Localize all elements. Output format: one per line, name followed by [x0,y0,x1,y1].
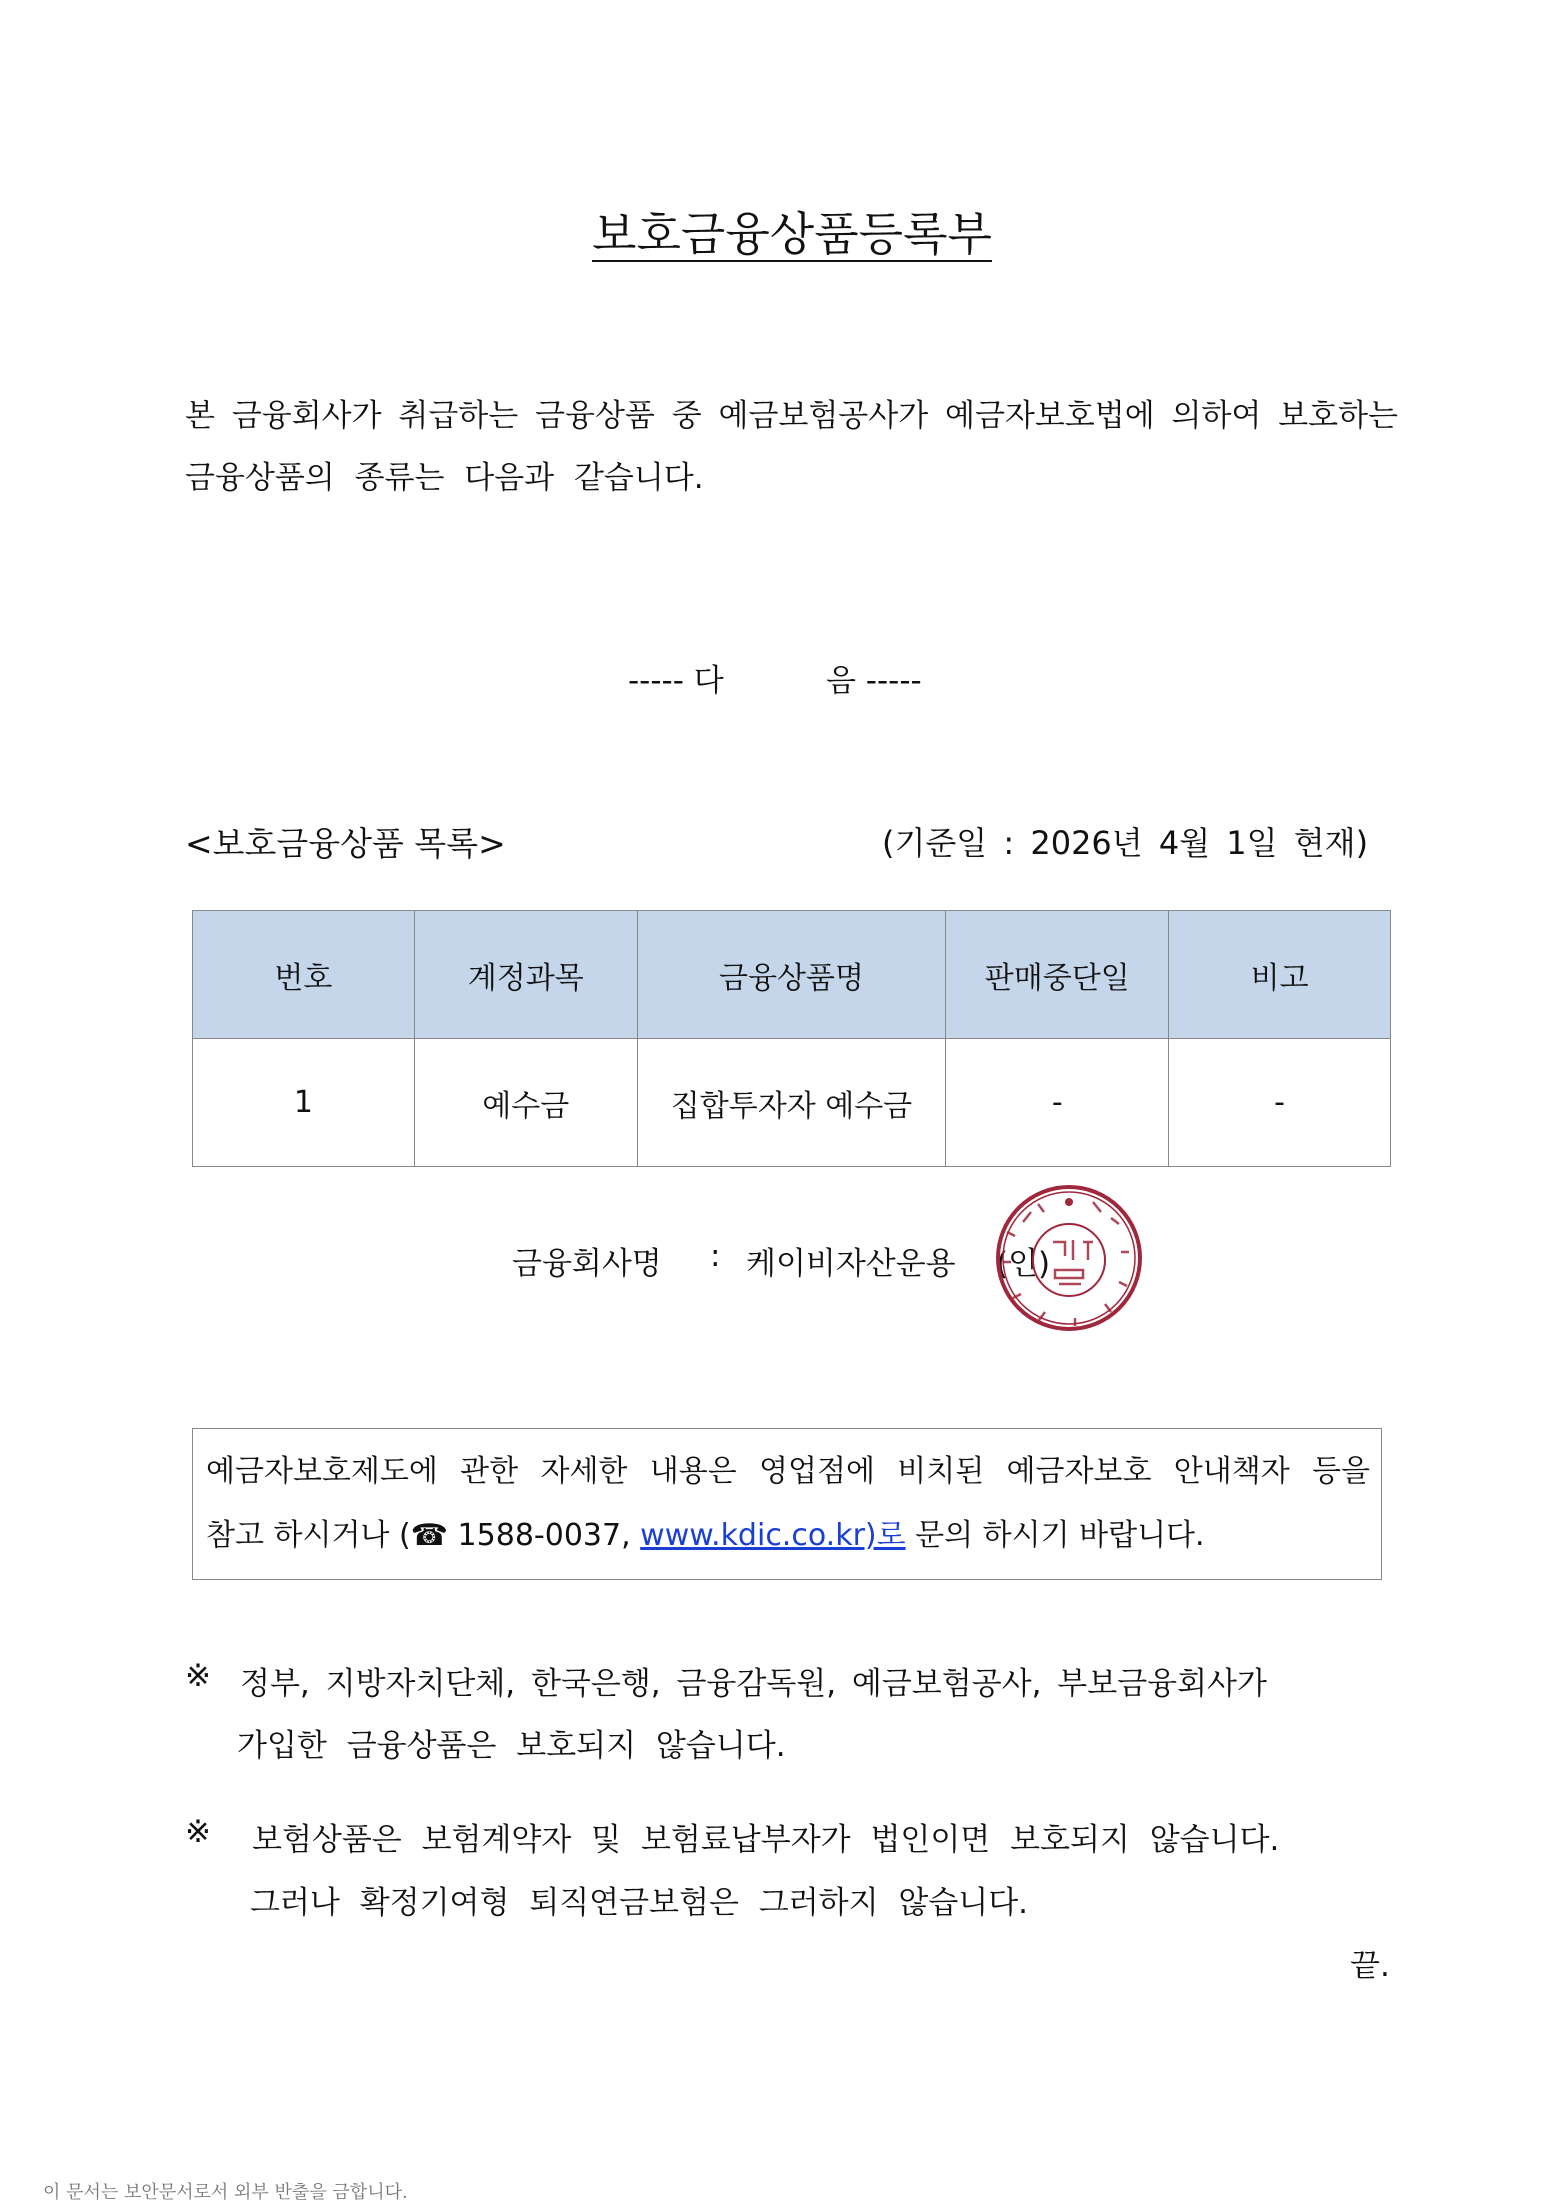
list-heading: <보호금융상품 목록> [185,824,506,863]
separator-right: 음 ----- [826,663,922,699]
notice-line-2-post: 문의 하시기 바랍니다. [915,1518,1205,1553]
notice-line-1: 예금자보호제도에 관한 자세한 내용은 영업점에 비치된 예금자보호 안내책자 등을 [206,1454,1370,1489]
company-name: 케이비자산운용 [746,1246,956,1282]
cell-account: 예수금 [414,1039,637,1167]
cell-number: 1 [193,1039,415,1167]
company-label: 금융회사명 [512,1246,662,1282]
note-1-line-1: 정부, 지방자치단체, 한국은행, 금융감독원, 예금보험공사, 부보금융회사가 [240,1666,1267,1702]
as-of-date: (기준일 : 2026년 4월 1일 현재) [882,824,1369,862]
company-seal-icon [993,1182,1145,1334]
header-number: 번호 [193,911,415,1039]
header-product-name: 금융상품명 [637,911,946,1039]
note-2-line-2: 그러나 확정기여형 퇴직연금보험은 그러하지 않습니다. [250,1885,1029,1921]
kdic-link[interactable]: www.kdic.co.kr)로 [640,1518,906,1553]
table-row [193,1039,1391,1167]
end-mark: 끝. [1350,1948,1390,1984]
header-remarks: 비고 [1169,911,1391,1039]
cell-remarks: - [1169,1039,1391,1167]
seal-mark: (인) [996,1246,1051,1282]
table-header-row [193,911,1391,1039]
cell-product-name: 집합투자자 예수금 [637,1039,946,1167]
note-2-mark: ※ [185,1814,211,1850]
page-title [0,198,1564,264]
intro-line-2: 금융상품의 종류는 다음과 같습니다. [185,460,704,496]
company-colon: : [710,1238,721,1274]
header-account: 계정과목 [414,911,637,1039]
note-1-mark: ※ [185,1658,211,1694]
title-text: 보호금융상품등록부 [592,207,992,261]
note-1-line-2: 가입한 금융상품은 보호되지 않습니다. [237,1728,786,1764]
notice-line-2-pre: 참고 하시거나 (☎ 1588-0037, [206,1518,631,1553]
note-2-line-1: 보험상품은 보험계약자 및 보험료납부자가 법인이면 보호되지 않습니다. [252,1822,1280,1858]
header-discontinued-date: 판매중단일 [946,911,1169,1039]
protected-products-table [192,910,1391,1167]
separator-left: ----- 다 [628,663,724,699]
cell-discontinued-date: - [946,1039,1169,1167]
notice-line-2 [206,1510,1205,1554]
intro-line-1: 본 금융회사가 취급하는 금융상품 중 예금보험공사가 예금자보호법에 의하여 보호하는 [185,398,1398,434]
security-footer: 이 문서는 보안문서로서 외부 반출을 금합니다. [43,2182,408,2203]
